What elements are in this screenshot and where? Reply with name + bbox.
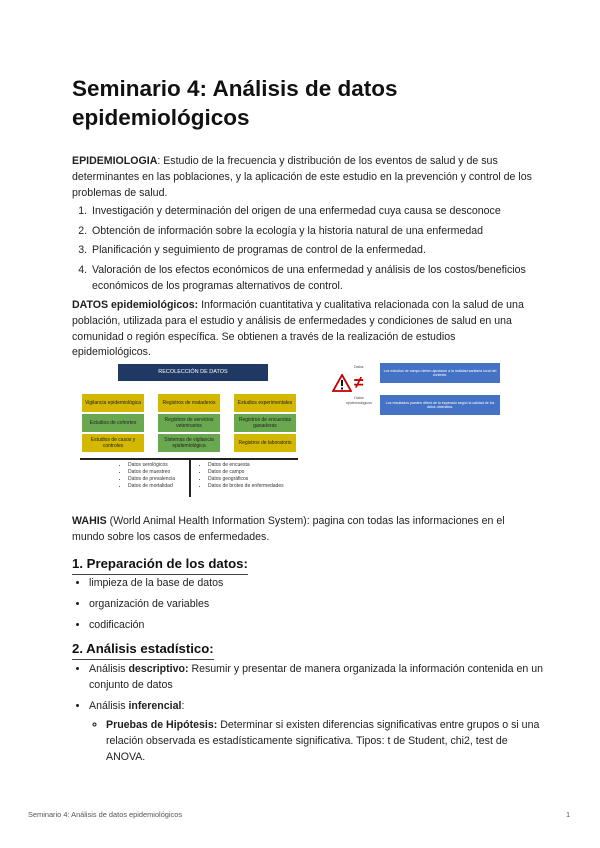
figure-list-item: • Datos de campo [208,469,284,476]
footer-title: Seminario 4: Análisis de datos epidemiológicos [28,810,183,819]
warning-icon [332,374,352,392]
not-equal-icon: ≠ [354,373,364,392]
list-text: Análisis [89,699,129,712]
epidemiologia-term: EPIDEMIOLOGIA [72,155,158,167]
data-collection-figure [80,364,300,500]
wahis-term: WAHIS [72,515,107,527]
list-text: Análisis [89,663,129,675]
figure-box: Registros de encuestas ganaderas [234,414,296,432]
wahis-paragraph [72,514,532,546]
figure-box: Estudios de cohortes [82,414,144,432]
figure-box: Estudios de casos y controles [82,434,144,452]
figure-divider [189,459,191,497]
figure-box: Vigilancia epidemiológica [82,394,144,412]
objective-item: 3. Planificación y seguimiento de programas de control de la enfermedad. [90,243,550,259]
list-term: inferencial [128,699,182,712]
objectives-list [72,204,550,298]
figure-list-item: • Datos de encuesta [208,462,284,469]
objective-item: 4. Valoración de los efectos económicos de una enfermedad y análisis de los costos/beneficios económicos de los programas alternativos de control. [90,263,550,295]
section-heading: 1. Preparación de los datos: [72,555,248,575]
figure-list-item: • Datos de mortalidad [128,483,175,490]
epidemiologia-paragraph [72,154,532,201]
analysis-list [72,662,549,771]
data-comparison-figure [330,362,500,422]
preparation-list [72,576,549,638]
figure-note-box: Los resultados pueden diferir de lo esperado según la calidad de los datos obtenidos. [380,395,500,415]
datos-term: DATOS epidemiológicos: [72,299,199,311]
figure-note-box: Los estudios de campo deben ajustarse a la realidad sanitaria local del contexto. [380,363,500,383]
figure-list-item: • Datos de muestreo [128,469,175,476]
figure-left-list [120,462,175,490]
figure-list-item: • Datos de brotes de enfermedades [208,483,284,490]
epidemiologia-definition: : Estudio de la frecuencia y distribución de los eventos de salud y de sus determinantes en las poblaciones, y la aplicación de este estudio en la prevención y control de los problemas de salud. [72,155,532,199]
figure-list-item: • Datos de prevalencia [128,476,175,483]
figure-box: Registros de mataderos [158,394,220,412]
figure-list-item: • Datos serológicos [128,462,175,469]
page-number: 1 [566,810,571,819]
datos-definition: Información cuantitativa y cualitativa relacionada con la salud de una población, utilizada para el estudio y análisis de enfermedades y condiciones de salud en una comunidad o región específica. Se obtienen a través de la realización de estudios epidemiológicos. [72,299,524,359]
figure-label: Datos epidemiológicos [346,396,372,405]
list-text: Resumir y presentar de manera organizada la información contenida en un conjunto de datos [89,663,544,691]
list-text: : [181,699,185,712]
list-item: • codificación [89,618,549,634]
list-item: • organización de variables [89,597,549,613]
sub-list-item [106,718,549,765]
objective-item: 1. Investigación y determinación del origen de una enfermedad cuya causa se desconoce [90,204,550,220]
sub-list [89,718,549,765]
list-item: • limpieza de la base de datos [89,576,549,592]
figure-box: Estudios experimentales [234,394,296,412]
figure-box: Registros de servicios veterinarios [158,414,220,432]
figure-list-item: • Datos geográficos [208,476,284,483]
list-term: descriptivo: [128,663,189,675]
figure-box: Registros de laboratorio [234,434,296,452]
figure-box: Sistemas de vigilancia epidemiológica [158,434,220,452]
page-title: Seminario 4: Análisis de datos epidemiológicos [72,76,398,130]
figure-header: RECOLECCIÓN DE DATOS [118,364,268,381]
objective-item: 2. Obtención de información sobre la ecología y la historia natural de una enfermedad [90,224,550,240]
list-term: Pruebas de Hipótesis: [106,719,218,732]
wahis-definition: (World Animal Health Information System): pagina con todas las informaciones en el mundo sobre los casos de enfermedades. [72,515,505,543]
figure-label: Datos [354,365,364,369]
list-text: Determinar si existen diferencias significativas entre grupos o si una relación observada es estadísticamente significativa. Tipos: t de Student, chi2, test de ANOVA. [106,719,540,763]
list-item [89,699,549,766]
section-heading: 2. Análisis estadístico: [72,640,214,660]
datos-paragraph [72,298,532,361]
list-item [89,662,549,694]
figure-right-list [200,462,284,490]
